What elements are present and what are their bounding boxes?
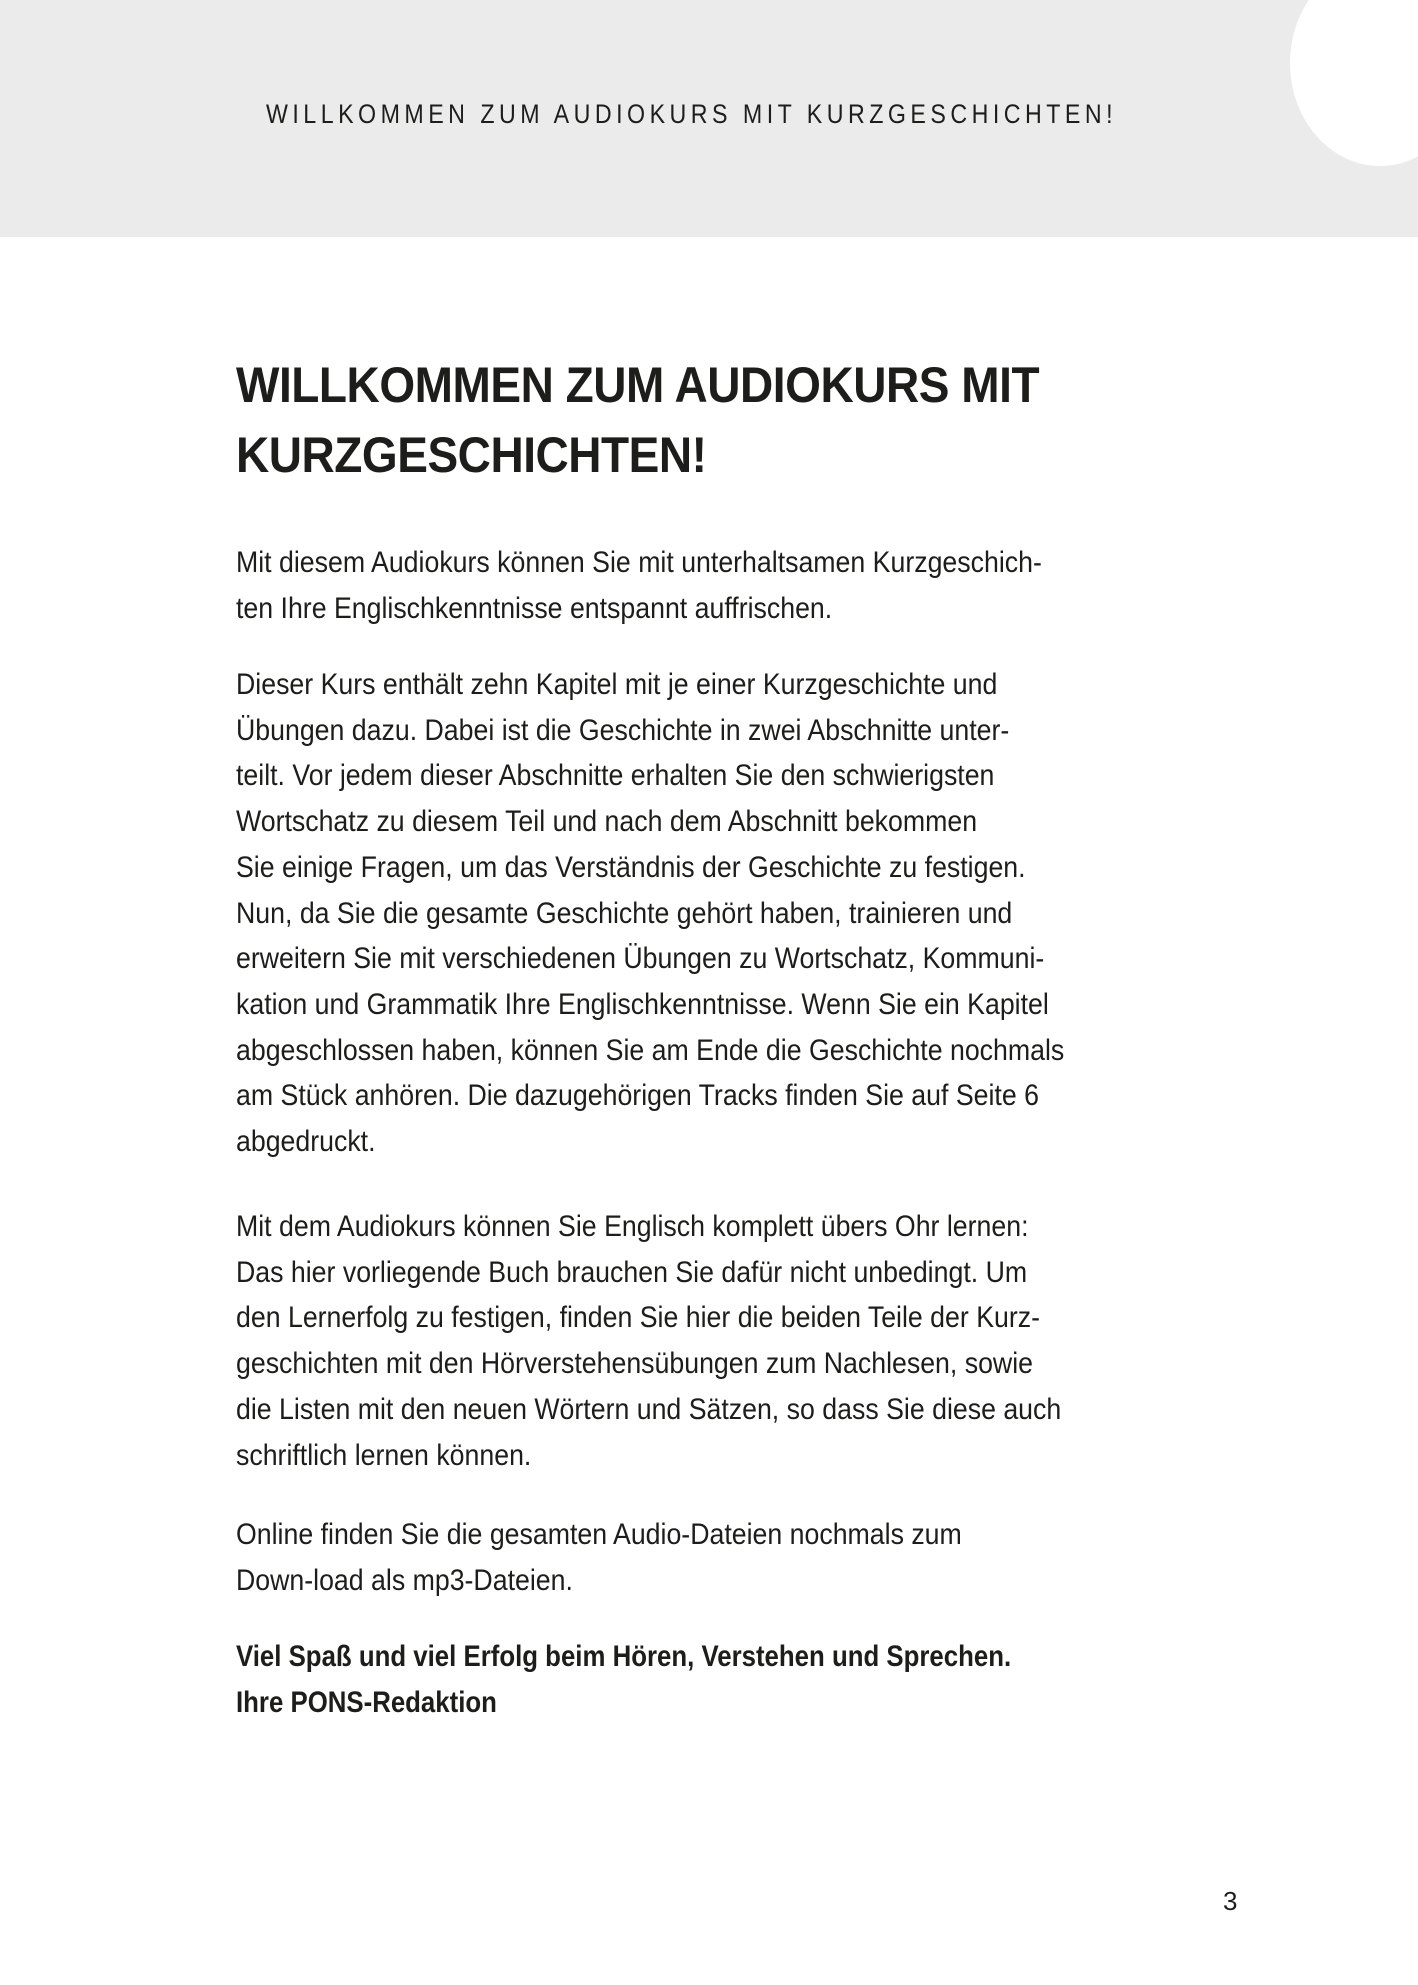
- text-line: den Lernerfolg zu festigen, finden Sie hier die beiden Teile der Kurz-: [236, 1301, 1040, 1335]
- text-line: teilt. Vor jedem dieser Abschnitte erhalten Sie den schwierigsten: [236, 759, 995, 793]
- text-line: Sie einige Fragen, um das Verständnis der Geschichte zu festigen.: [236, 850, 1026, 884]
- title-line: KURZGESCHICHTEN!: [236, 427, 707, 483]
- text-line: abgedruckt.: [236, 1125, 376, 1159]
- text-line: Übungen dazu. Dabei ist die Geschichte in zwei Abschnitte unter-: [236, 713, 1010, 747]
- text-line: erweitern Sie mit verschiedenen Übungen zu Wortschatz, Kommuni-: [236, 942, 1045, 976]
- header-decorative-circle: [1290, 0, 1418, 166]
- download-paragraph: [236, 1512, 962, 1603]
- course-structure-paragraph: [236, 662, 1064, 1165]
- closing-signature: [236, 1634, 1011, 1725]
- title-line: WILLKOMMEN ZUM AUDIOKURS MIT: [236, 357, 1040, 413]
- text-line: abgeschlossen haben, können Sie am Ende die Geschichte nochmals: [236, 1033, 1065, 1067]
- text-line: kation und Grammatik Ihre Englischkenntnisse. Wenn Sie ein Kapitel: [236, 987, 1049, 1021]
- closing-line: Viel Spaß und viel Erfolg beim Hören, Verstehen und Sprechen.: [236, 1640, 1012, 1673]
- text-line: Dieser Kurs enthält zehn Kapitel mit je einer Kurzgeschichte und: [236, 668, 998, 701]
- text-line: Down-load als mp3-Dateien.: [236, 1563, 573, 1597]
- text-line: die Listen mit den neuen Wörtern und Sätzen, so dass Sie diese auch: [236, 1392, 1062, 1426]
- text-line: Das hier vorliegende Buch brauchen Sie dafür nicht unbedingt. Um: [236, 1255, 1028, 1289]
- text-line: Nun, da Sie die gesamte Geschichte gehört haben, trainieren und: [236, 896, 1013, 930]
- text-line: schriftlich lernen können.: [236, 1438, 532, 1472]
- text-line: Mit diesem Audiokurs können Sie mit unterhaltsamen Kurzgeschich-: [236, 546, 1042, 579]
- audio-learning-paragraph: [236, 1204, 1061, 1478]
- running-head: WILLKOMMEN ZUM AUDIOKURS MIT KURZGESCHICHTEN!: [266, 99, 1118, 129]
- page-number: 3: [1223, 1886, 1238, 1916]
- text-line: am Stück anhören. Die dazugehörigen Tracks finden Sie auf Seite 6: [236, 1079, 1039, 1113]
- text-line: Mit dem Audiokurs können Sie Englisch komplett übers Ohr lernen:: [236, 1210, 1029, 1243]
- text-line: geschichten mit den Hörverstehensübungen zum Nachlesen, sowie: [236, 1347, 1034, 1381]
- signature-line: Ihre PONS-Redaktion: [236, 1685, 497, 1719]
- text-line: Online finden Sie die gesamten Audio-Dateien nochmals zum: [236, 1518, 962, 1551]
- page-title: [236, 350, 1039, 490]
- intro-paragraph: [236, 540, 1042, 631]
- text-line: Wortschatz zu diesem Teil und nach dem Abschnitt bekommen: [236, 805, 978, 839]
- text-line: ten Ihre Englischkenntnisse entspannt auffrischen.: [236, 591, 833, 625]
- running-header-band: [0, 0, 1418, 237]
